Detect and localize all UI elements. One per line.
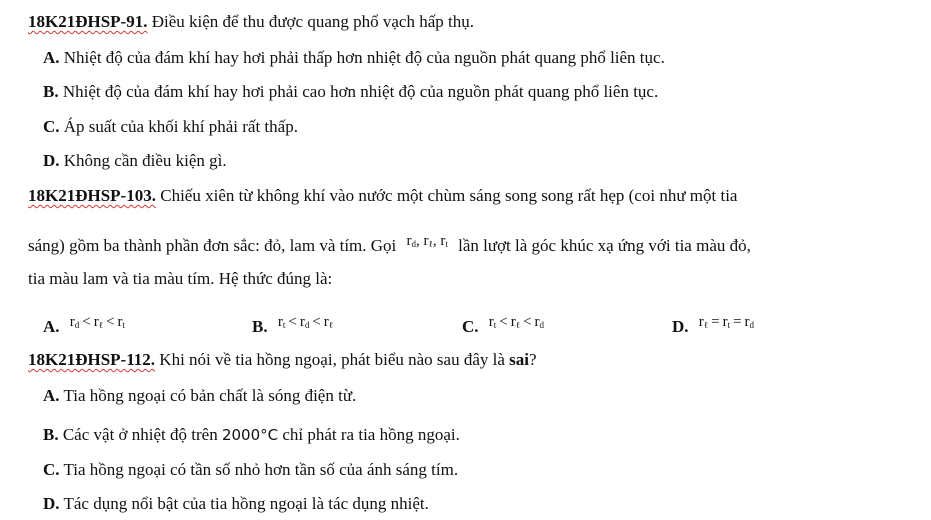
option-text: Không cần điều kiện gì. — [59, 151, 227, 170]
option-text: Tia hồng ngoại có bản chất là sóng điện từ. — [59, 386, 357, 405]
q3-option-b — [43, 425, 460, 445]
question-text: Chiếu xiên từ không khí vào nước một chùm sáng song song rất hẹp (coi như một tia — [155, 186, 738, 205]
question-code: 18K21ĐHSP-91. — [28, 12, 148, 31]
option-formula: $r_t < r_\ell < r_d$ — [488, 314, 545, 330]
q1-option-c — [43, 117, 298, 137]
option-label: B. — [43, 82, 59, 101]
q2-option-d — [672, 314, 755, 341]
question-text-end: ? — [528, 350, 537, 369]
option-formula: $r_\ell = r_t = r_d$ — [698, 314, 755, 330]
option-label: D. — [43, 494, 60, 513]
q3-option-a — [43, 386, 356, 406]
option-label: D. — [672, 317, 689, 336]
question-emphasis: sai — [509, 350, 529, 369]
question-text: sáng) gồm ba thành phần đơn sắc: đỏ, lam và tím. Gọi — [28, 236, 397, 255]
q1-option-d — [43, 151, 227, 171]
q2-option-a — [43, 314, 126, 341]
question-text: Điều kiện để thu được quang phổ vạch hấp thụ. — [147, 12, 474, 31]
q2-option-c — [462, 314, 545, 341]
question-text: lần lượt là góc khúc xạ ứng với tia màu đỏ, — [458, 236, 751, 255]
temperature-value: 2000°C — [221, 426, 279, 444]
option-text: Các vật ở nhiệt độ trên — [58, 425, 222, 444]
option-text: Tia hồng ngoại có tần số nhỏ hơn tần số của ánh sáng tím. — [59, 460, 459, 479]
q3-option-d — [43, 494, 429, 514]
question-2-heading — [28, 186, 737, 206]
question-2-line-3 — [28, 269, 332, 289]
option-formula: $r_t < r_d < r_\ell$ — [277, 314, 334, 330]
q3-option-c — [43, 460, 458, 480]
option-label: A. — [43, 386, 60, 405]
question-code: 18K21ĐHSP-112. — [28, 350, 156, 369]
option-label: B. — [43, 425, 59, 444]
option-label: A. — [43, 48, 60, 67]
q1-option-b — [43, 82, 658, 102]
q2-option-b — [252, 314, 334, 341]
option-label: C. — [462, 317, 479, 336]
option-label: A. — [43, 317, 60, 336]
question-1-heading — [28, 12, 474, 32]
option-label: B. — [252, 317, 268, 336]
question-text: tia màu lam và tia màu tím. Hệ thức đúng là: — [28, 269, 333, 288]
angle-variables: $r_d$, $r_\ell$, $r_t$ — [406, 233, 448, 249]
option-text-end: chỉ phát ra tia hồng ngoại. — [278, 425, 460, 444]
option-text: Áp suất của khối khí phải rất thấp. — [59, 117, 298, 136]
option-text: Tác dụng nổi bật của tia hồng ngoại là tác dụng nhiệt. — [59, 494, 429, 513]
option-label: C. — [43, 117, 60, 136]
option-text: Nhiệt độ của đám khí hay hơi phải cao hơn nhiệt độ của nguồn phát quang phổ liên tục. — [58, 82, 659, 101]
question-text: Khi nói về tia hồng ngoại, phát biểu nào sau đây là — [155, 350, 510, 369]
q1-option-a — [43, 48, 665, 68]
option-formula: $r_d < r_\ell < r_t$ — [69, 314, 126, 330]
option-label: C. — [43, 460, 60, 479]
question-code: 18K21ĐHSP-103. — [28, 186, 156, 205]
question-3-heading — [28, 350, 537, 370]
option-label: D. — [43, 151, 60, 170]
option-text: Nhiệt độ của đám khí hay hơi phải thấp hơn nhiệt độ của nguồn phát quang phổ liên tục. — [59, 48, 665, 67]
question-2-line-2 — [28, 233, 751, 260]
